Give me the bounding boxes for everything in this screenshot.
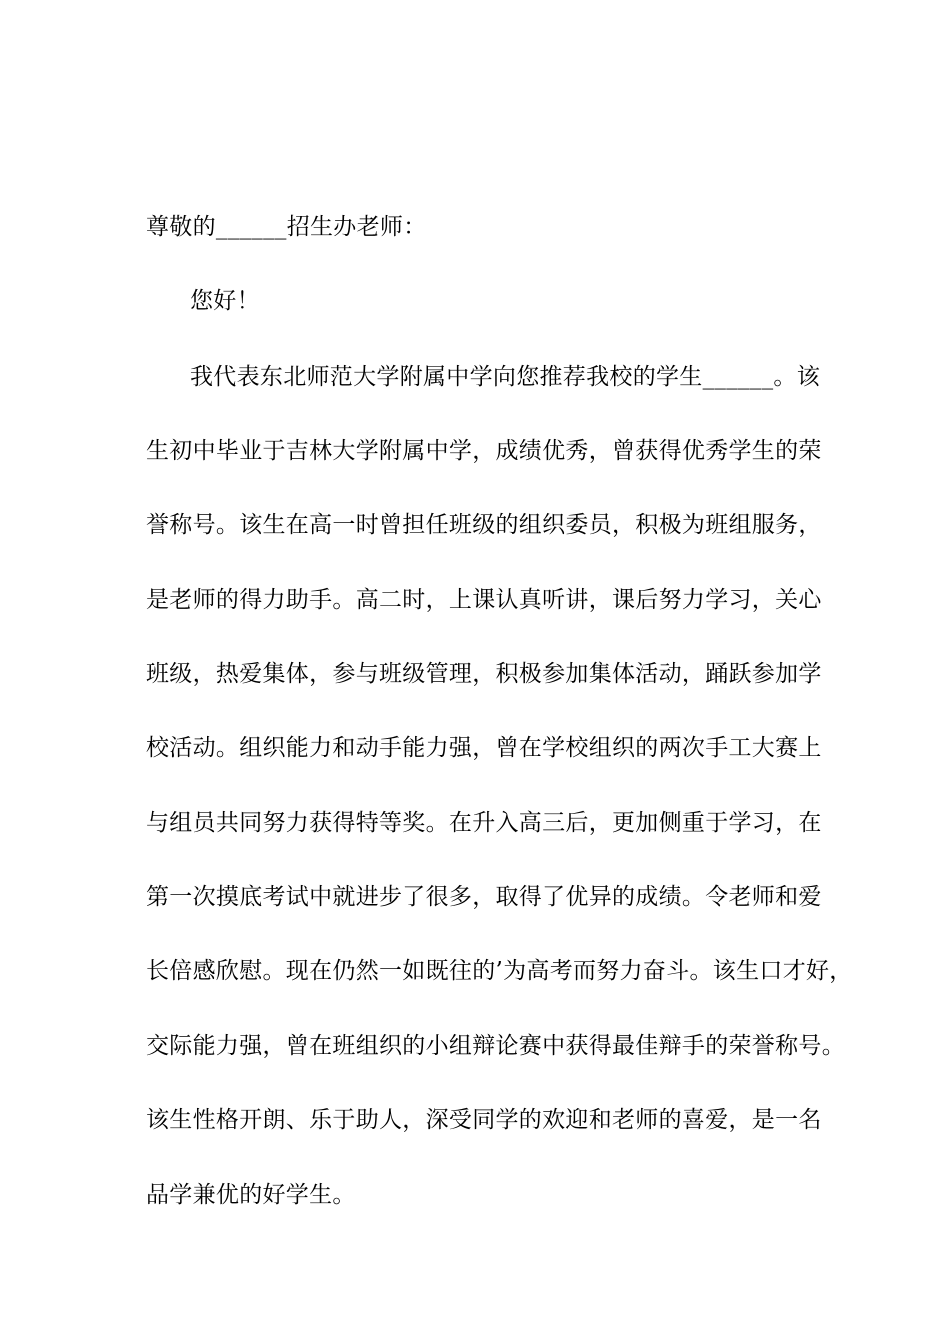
greeting: 您好！ [190,288,260,314]
body-line: 班级，热爱集体，参与班级管理，积极参加集体活动，踊跃参加学 [146,661,822,687]
body-line: 与组员共同努力获得特等奖。在升入高三后，更加侧重于学习，在 [146,810,822,836]
body-line: 我代表东北师范大学附属中学向您推荐我校的学生______。该 [190,364,820,390]
body-line: 该生性格开朗、乐于助人，深受同学的欢迎和老师的喜爱，是一名 [146,1107,822,1133]
body-line: 生初中毕业于吉林大学附属中学，成绩优秀，曾获得优秀学生的荣 [146,438,822,464]
body-line: 品学兼优的好学生。 [146,1182,356,1208]
body-line: 是老师的得力助手。高二时，上课认真听讲，课后努力学习，关心 [146,587,822,613]
body-line: 第一次摸底考试中就进步了很多，取得了优异的成绩。令老师和爱 [146,884,822,910]
body-line: 誉称号。该生在高一时曾担任班级的组织委员，积极为班组服务， [146,512,822,538]
body-line: 校活动。组织能力和动手能力强，曾在学校组织的两次手工大赛上 [146,735,822,761]
body-line: 长倍感欣慰。现在仍然一如既往的’为高考而努力奋斗。该生口才好， [146,958,853,984]
body-line: 交际能力强，曾在班组织的小组辩论赛中获得最佳辩手的荣誉称号。 [146,1033,845,1059]
salutation: 尊敬的______招生办老师： [146,214,427,240]
